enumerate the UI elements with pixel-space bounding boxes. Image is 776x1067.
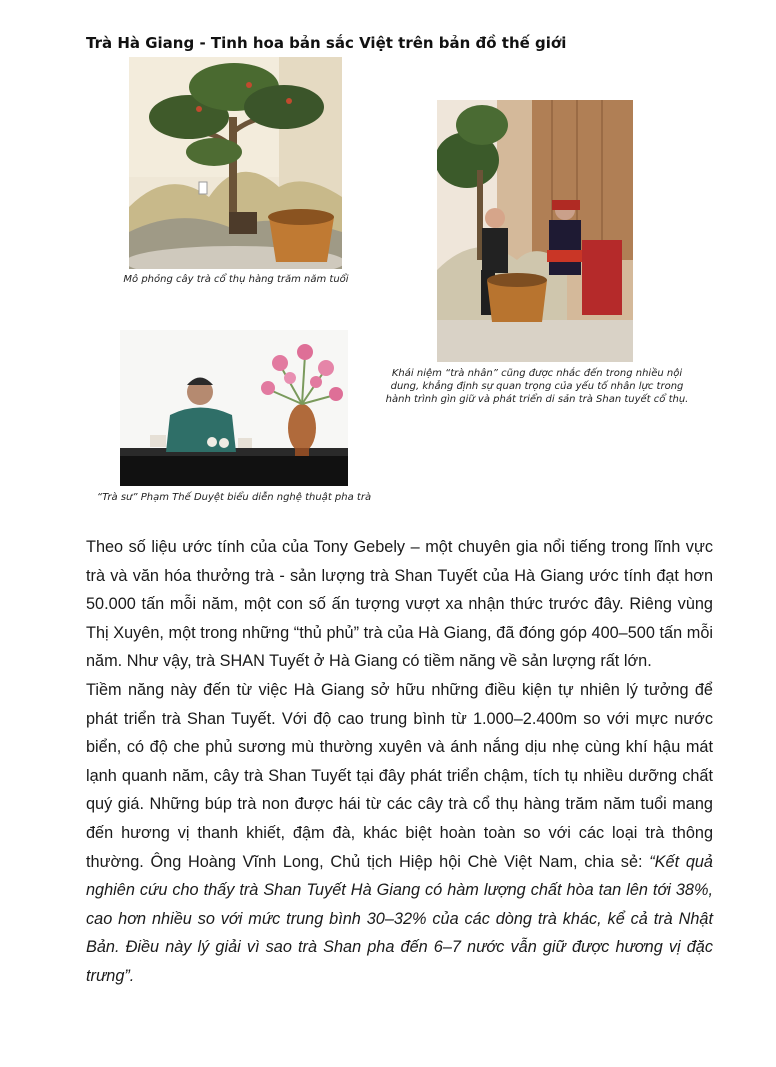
tea-people-caption: Khái niệm “trà nhân” cũng được nhắc đến trong nhiều nội dung, khẳng định sự quan trọng của yếu tố nhân lực trong hành trình gìn giữ và phát triển di sản trà Shan tuyết cổ thụ. xyxy=(385,368,689,405)
body-paragraph-1: Theo số liệu ước tính của của Tony Gebely – một chuyên gia nổi tiếng trong lĩnh vực trà và văn hóa thưởng trà - sản lượng trà Shan Tuyết của Hà Giang ước tính đạt hơn 50.000 tấn mỗi năm, một con số ấn tượng vượt xa nhận thức trước đây. Riêng vùng Thị Xuyên, một trong những “thủ phủ” trà của Hà Giang, đã đóng góp 400–500 tấn mỗi năm. Như vậy, trà SHAN Tuyết ở Hà Giang có tiềm năng về sản lượng rất lớn. xyxy=(86,538,713,671)
expert-quote: “Kết quả nghiên cứu cho thấy trà Shan Tuyết Hà Giang có hàm lượng chất hòa tan lên tới 38%, cao hơn nhiều so với mức trung bình 30–32% của các dòng trà khác, kể cả trà Nhật Bản. Điều này lý giải vì sao trà Shan pha đến 6–7 nước vẫn giữ được hương vị đặc trưng”. xyxy=(86,852,713,985)
tea-master-caption: “Trà sư” Phạm Thế Duyệt biểu diễn nghệ thuật pha trà xyxy=(96,492,372,503)
article-title: Trà Hà Giang - Tinh hoa bản sắc Việt trên bản đồ thế giới xyxy=(86,34,567,52)
tea-tree-caption: Mô phỏng cây trà cổ thụ hàng trăm năm tuổi xyxy=(123,274,349,285)
tea-master-photo xyxy=(120,330,348,486)
body-paragraph-2 xyxy=(86,676,713,991)
article-body xyxy=(86,533,713,991)
tea-people-photo xyxy=(437,100,633,362)
body-paragraph-2-text: Tiềm năng này đến từ việc Hà Giang sở hữu những điều kiện tự nhiên lý tưởng để phát triển trà Shan Tuyết. Với độ cao trung bình từ 1.000–2.400m so với mực nước biển, có độ che phủ sương mù thường xuyên và ánh nắng dịu nhẹ cùng khí hậu mát lạnh quanh năm, cây trà Shan Tuyết tại đây phát triển chậm, tích tụ nhiều dưỡng chất quý giá. Những búp trà non được hái từ các cây trà cổ thụ hàng trăm năm tuổi mang đến hương vị thanh khiết, đậm đà, khác biệt hoàn toàn so với các loại trà thông thường. Ông Hoàng Vĩnh Long, Chủ tịch Hiệp hội Chè Việt Nam, chia sẻ: xyxy=(86,680,713,871)
tea-tree-photo xyxy=(129,57,342,269)
